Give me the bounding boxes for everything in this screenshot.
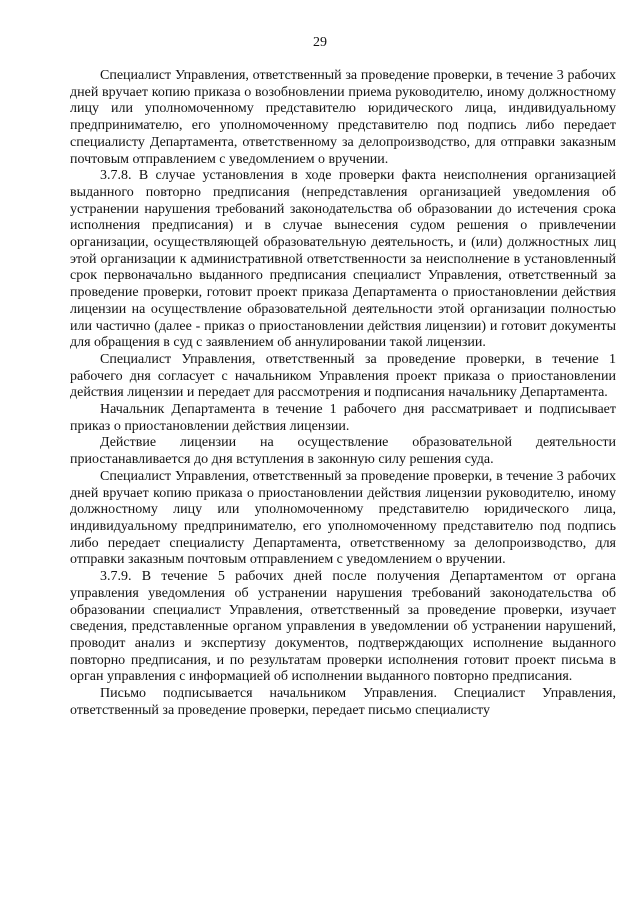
- paragraph-director-signs: Начальник Департамента в течение 1 рабочего дня рассматривает и подписывает приказ о приостановлении действия лицензии.: [70, 402, 616, 434]
- paragraph-license-suspension: Действие лицензии на осуществление образовательной деятельности приостанавливается до дня вступления в законную силу решения суда.: [70, 435, 616, 468]
- paragraph-delivery-suspension-order: Специалист Управления, ответственный за проведение проверки, в течение 3 рабочих дней вручает копию приказа о приостановлении действия лицензии руководителю, иному должностному лицу или уполномоченному представителю юридического лица, индивидуальному предпринимателю, его уполномоченному представителю под подпись либо передает специалисту Департамента, ответственному за делопроизводство, для отправки заказным почтовым отправлением с уведомлением о вручении.: [70, 468, 616, 568]
- paragraph-3-7-8: 3.7.8. В случае установления в ходе проверки факта неисполнения организацией выданного повторно предписания (непредставления организацией уведомления об устранении нарушения требований законодательства об образовании до истечения срока исполнения предписания) и в случае вынесения судом решения о привлечении организации, осуществляющей образовательную деятельность, и (или) должностных лиц этой организации к административной ответственности за неисполнение в установленный срок первоначально выданного предписания специалист Управления, ответственный за проведение проверки, готовит проект приказа Департамента о приостановлении действия лицензии на осуществление образовательной деятельности этой организации полностью или частично (далее - приказ о приостановлении действия лицензии) и готовит документы для обращения в суд с заявлением об аннулировании такой лицензии.: [70, 168, 616, 351]
- page-number: 29: [313, 35, 327, 50]
- paragraph-delivery-resumption-order: Специалист Управления, ответственный за проведение проверки, в течение 3 рабочих дней вручает копию приказа о возобновлении приема руководителю, иному должностному лицу или уполномоченному представителю юридического лица, индивидуальному предпринимателю, его уполномоченному представителю под подпись либо передает специалисту Департамента, ответственному за делопроизводство, для отправки заказным почтовым отправлением с уведомлением о вручении.: [70, 68, 616, 167]
- paragraph-letter-signing: Письмо подписывается начальником Управления. Специалист Управления, ответственный за проведение проверки, передает письмо специалисту: [70, 686, 616, 718]
- paragraph-3-7-9: 3.7.9. В течение 5 рабочих дней после получения Департаментом от органа управления уведомления об устранении нарушения требований законодательства об образовании специалист Управления, ответственный за проведение проверки, изучает сведения, представленные органом управления в уведомлении об устранении нарушений, проводит анализ и экспертизу документов, подтверждающих исполнение выданного повторно предписания, и по результатам проверки исполнения готовит проект письма в орган управления с информацией об исполнении выданного повторно предписания.: [70, 569, 616, 685]
- paragraph-order-approval: Специалист Управления, ответственный за проведение проверки, в течение 1 рабочего дня согласует с начальником Управления проект приказа о приостановлении действия лицензии и передает для рассмотрения и подписания начальнику Департамента.: [70, 351, 616, 401]
- document-body: [70, 68, 616, 719]
